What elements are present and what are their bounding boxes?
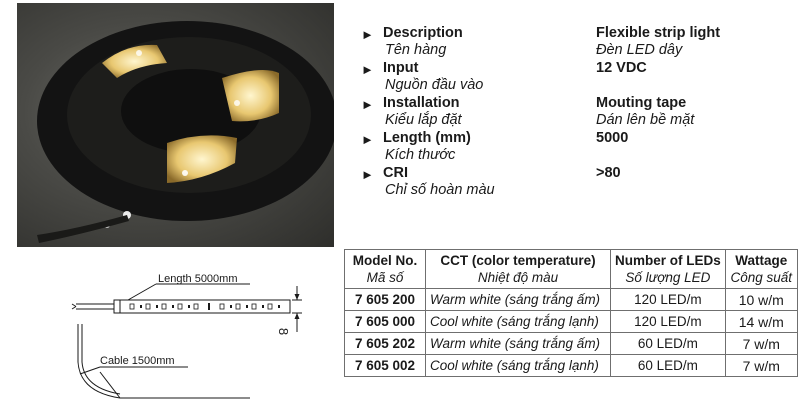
table-row: [345, 355, 798, 377]
cell-cct: Cool white (sáng trắng lạnh): [426, 355, 611, 377]
width-label: 8: [276, 327, 292, 336]
spec-value-vi: Đèn LED dây: [596, 42, 683, 58]
spec-value: Flexible strip light: [596, 25, 721, 41]
header-cct: [426, 250, 611, 289]
bullet-arrow-icon: ►: [361, 97, 374, 112]
cell-model: 7 605 202: [345, 333, 426, 355]
bullet-arrow-icon: ►: [361, 132, 374, 147]
spec-label-vi: Kích thước: [385, 147, 456, 163]
spec-row: [361, 130, 791, 165]
product-photo: [17, 3, 334, 247]
length-label: Length 5000mm: [158, 273, 238, 285]
spec-label: Length (mm): [383, 130, 471, 146]
cell-cct: Cool white (sáng trắng lạnh): [426, 311, 611, 333]
spec-value: Mouting tape: [596, 95, 687, 111]
led-strip-reel-photo: [17, 3, 334, 247]
header-leds: [611, 250, 726, 289]
bullet-arrow-icon: ►: [361, 27, 374, 42]
header-label-vi: Mã số: [366, 270, 404, 285]
spec-label-vi: Chỉ số hoàn màu: [385, 182, 495, 198]
header-wattage: [725, 250, 797, 289]
spec-row: [361, 165, 791, 200]
spec-list: [361, 25, 791, 200]
cell-model: 7 605 200: [345, 289, 426, 311]
cable-label: Cable 1500mm: [100, 355, 175, 367]
table-row: [345, 311, 798, 333]
header-model: [345, 250, 426, 289]
cell-leds: 60 LED/m: [611, 355, 726, 377]
header-label: Wattage: [735, 253, 788, 268]
bullet-arrow-icon: ►: [361, 167, 374, 182]
dimension-drawing: [60, 262, 320, 407]
cell-leds: 120 LED/m: [611, 289, 726, 311]
cell-model: 7 605 002: [345, 355, 426, 377]
cell-cct: Warm white (sáng trắng ấm): [426, 333, 611, 355]
spec-label: Installation: [383, 95, 460, 111]
spec-label-vi: Nguồn đầu vào: [385, 77, 484, 93]
header-label: Number of LEDs: [615, 253, 721, 268]
spec-row: [361, 25, 791, 60]
cell-wattage: 14 w/m: [725, 311, 797, 333]
table-header-row: [345, 250, 798, 289]
cell-wattage: 10 w/m: [725, 289, 797, 311]
spec-value: 5000: [596, 130, 629, 146]
header-label-vi: Công suất: [730, 270, 793, 285]
spec-value-vi: Dán lên bề mặt: [596, 112, 695, 128]
spec-value: 12 VDC: [596, 60, 647, 76]
bullet-arrow-icon: ►: [361, 62, 374, 77]
cell-leds: 60 LED/m: [611, 333, 726, 355]
spec-label-vi: Kiểu lắp đặt: [385, 112, 462, 128]
cell-leds: 120 LED/m: [611, 311, 726, 333]
cell-wattage: 7 w/m: [725, 333, 797, 355]
spec-label-vi: Tên hàng: [385, 42, 447, 58]
spec-label: CRI: [383, 165, 408, 181]
header-label: CCT (color temperature): [440, 253, 596, 268]
cell-wattage: 7 w/m: [725, 355, 797, 377]
header-label-vi: Nhiệt độ màu: [477, 270, 559, 285]
table-row: [345, 289, 798, 311]
spec-row: [361, 60, 791, 95]
spec-label: Description: [383, 25, 463, 41]
header-label: Model No.: [352, 253, 418, 268]
header-label-vi: Số lượng LED: [625, 270, 711, 285]
product-table: [344, 249, 798, 377]
spec-row: [361, 95, 791, 130]
table-row: [345, 333, 798, 355]
cell-cct: Warm white (sáng trắng ấm): [426, 289, 611, 311]
spec-label: Input: [383, 60, 419, 76]
spec-value: >80: [596, 165, 621, 181]
cell-model: 7 605 000: [345, 311, 426, 333]
